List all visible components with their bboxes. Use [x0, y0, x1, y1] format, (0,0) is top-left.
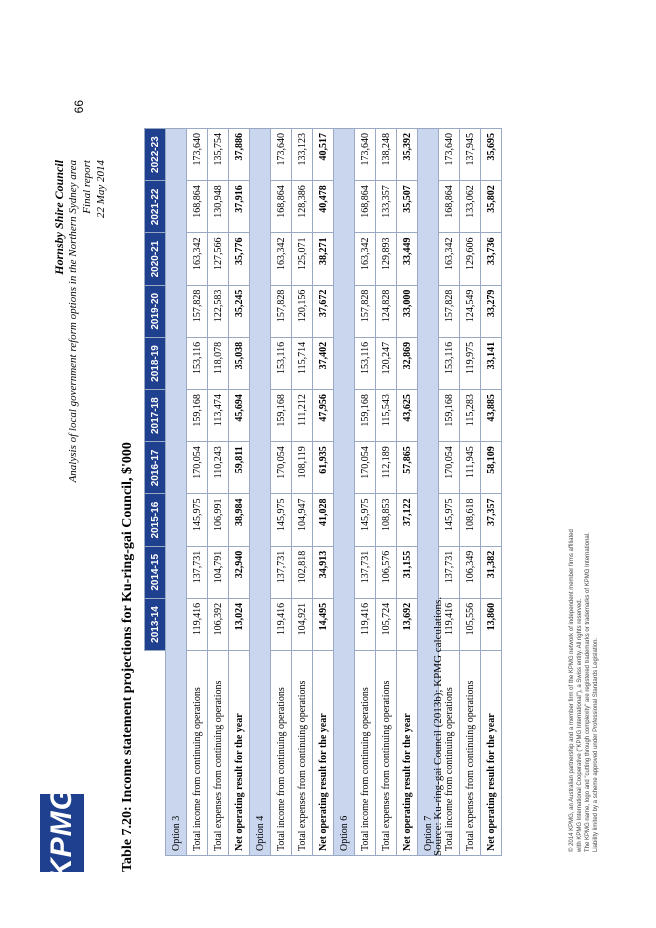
value-cell: 33,141 [481, 337, 502, 389]
value-cell: 106,991 [208, 494, 229, 546]
value-cell: 163,342 [355, 233, 376, 285]
value-cell: 37,402 [313, 337, 334, 389]
option-group-row [250, 129, 271, 856]
option-group-label: Option 7 [418, 129, 439, 856]
value-cell: 159,168 [187, 390, 208, 442]
row-label: Total income from continuing operations [271, 651, 292, 856]
table-row [355, 129, 376, 856]
value-cell: 145,975 [187, 494, 208, 546]
value-cell: 33,736 [481, 233, 502, 285]
income-statement-table [144, 128, 502, 856]
option-group-label: Option 6 [334, 129, 355, 856]
row-label: Total income from continuing operations [439, 651, 460, 856]
row-label: Total income from continuing operations [355, 651, 376, 856]
value-cell: 43,625 [397, 390, 418, 442]
value-cell: 168,864 [271, 181, 292, 233]
value-cell: 47,956 [313, 390, 334, 442]
value-cell: 37,672 [313, 285, 334, 337]
value-cell: 57,865 [397, 442, 418, 494]
table-row [376, 129, 397, 856]
value-cell: 38,984 [229, 494, 250, 546]
value-cell: 119,416 [271, 598, 292, 650]
row-label: Net operating result for the year [229, 651, 250, 856]
value-cell: 170,054 [439, 442, 460, 494]
value-cell: 104,921 [292, 598, 313, 650]
column-header: 2015-16 [145, 494, 166, 546]
value-cell: 115,714 [292, 337, 313, 389]
copyright-footer [568, 152, 600, 852]
row-label: Total expenses from continuing operations [208, 651, 229, 856]
value-cell: 111,212 [292, 390, 313, 442]
value-cell: 40,478 [313, 181, 334, 233]
value-cell: 61,935 [313, 442, 334, 494]
value-cell: 38,271 [313, 233, 334, 285]
header-date: 22 May 2014 [95, 160, 107, 219]
table-row [271, 129, 292, 856]
value-cell: 153,116 [187, 337, 208, 389]
column-header: 2019-20 [145, 285, 166, 337]
option-group-row [334, 129, 355, 856]
value-cell: 168,864 [187, 181, 208, 233]
table-row [292, 129, 313, 856]
value-cell: 173,640 [187, 129, 208, 181]
value-cell: 59,811 [229, 442, 250, 494]
option-group-label: Option 4 [250, 129, 271, 856]
value-cell: 127,566 [208, 233, 229, 285]
footer-line: with KPMG International Cooperative ("KPMG International"), a Swiss entity. All rights reserved. [577, 598, 583, 852]
table-row [187, 129, 208, 856]
value-cell: 157,828 [271, 285, 292, 337]
value-cell: 129,606 [460, 233, 481, 285]
value-cell: 173,640 [355, 129, 376, 181]
value-cell: 113,474 [208, 390, 229, 442]
value-cell: 135,754 [208, 129, 229, 181]
table-body [166, 129, 502, 856]
value-cell: 35,802 [481, 181, 502, 233]
value-cell: 120,156 [292, 285, 313, 337]
value-cell: 105,556 [460, 598, 481, 650]
value-cell: 33,449 [397, 233, 418, 285]
report-header [52, 160, 108, 482]
header-report: Final report [81, 160, 93, 214]
value-cell: 35,038 [229, 337, 250, 389]
value-cell: 106,576 [376, 546, 397, 598]
table-row [208, 129, 229, 856]
table-row [397, 129, 418, 856]
value-cell: 124,549 [460, 285, 481, 337]
row-label: Net operating result for the year [481, 651, 502, 856]
value-cell: 163,342 [439, 233, 460, 285]
value-cell: 118,078 [208, 337, 229, 389]
value-cell: 108,618 [460, 494, 481, 546]
column-header: 2020-21 [145, 233, 166, 285]
value-cell: 111,945 [460, 442, 481, 494]
footer-line: Liability limited by a scheme approved under Professional Standards Legislation. [593, 637, 599, 852]
value-cell: 108,853 [376, 494, 397, 546]
source-note: Source: Ku-ring-gai Council (2013b); KPMG calculations. [432, 596, 444, 856]
value-cell: 33,279 [481, 285, 502, 337]
value-cell: 153,116 [271, 337, 292, 389]
header-blank-cell [145, 651, 166, 856]
value-cell: 159,168 [439, 390, 460, 442]
value-cell: 130,948 [208, 181, 229, 233]
value-cell: 124,828 [376, 285, 397, 337]
value-cell: 105,724 [376, 598, 397, 650]
value-cell: 159,168 [355, 390, 376, 442]
header-org: Hornsby Shire Council [52, 160, 66, 275]
value-cell: 137,731 [271, 546, 292, 598]
value-cell: 115,283 [460, 390, 481, 442]
value-cell: 35,245 [229, 285, 250, 337]
row-label: Total income from continuing operations [187, 651, 208, 856]
option-group-label: Option 3 [166, 129, 187, 856]
value-cell: 119,416 [355, 598, 376, 650]
value-cell: 33,000 [397, 285, 418, 337]
value-cell: 104,947 [292, 494, 313, 546]
value-cell: 37,122 [397, 494, 418, 546]
value-cell: 119,975 [460, 337, 481, 389]
value-cell: 159,168 [271, 390, 292, 442]
value-cell: 163,342 [271, 233, 292, 285]
logo-text: KPMG [45, 786, 78, 880]
value-cell: 35,507 [397, 181, 418, 233]
value-cell: 13,860 [481, 598, 502, 650]
value-cell: 40,517 [313, 129, 334, 181]
column-header: 2018-19 [145, 337, 166, 389]
value-cell: 137,731 [187, 546, 208, 598]
column-header: 2017-18 [145, 390, 166, 442]
column-header: 2016-17 [145, 442, 166, 494]
value-cell: 119,416 [187, 598, 208, 650]
value-cell: 153,116 [439, 337, 460, 389]
table-header-row [145, 129, 166, 856]
value-cell: 137,731 [355, 546, 376, 598]
footer-line: © 2014 KPMG, an Australian partnership and a member firm of the KPMG network of independent member firms affiliated [569, 529, 575, 852]
footer-line: The KPMG name, logo and "cutting through complexity" are registered trademarks or trademarks of KPMG International. [585, 532, 591, 852]
value-cell: 119,416 [439, 598, 460, 650]
value-cell: 45,694 [229, 390, 250, 442]
column-header: 2022-23 [145, 129, 166, 181]
value-cell: 168,864 [355, 181, 376, 233]
value-cell: 157,828 [187, 285, 208, 337]
row-label: Total expenses from continuing operations [292, 651, 313, 856]
value-cell: 138,248 [376, 129, 397, 181]
page-number: 66 [72, 100, 86, 114]
value-cell: 157,828 [355, 285, 376, 337]
row-label: Net operating result for the year [313, 651, 334, 856]
value-cell: 37,916 [229, 181, 250, 233]
value-cell: 41,028 [313, 494, 334, 546]
value-cell: 133,357 [376, 181, 397, 233]
value-cell: 145,975 [355, 494, 376, 546]
value-cell: 106,392 [208, 598, 229, 650]
value-cell: 173,640 [271, 129, 292, 181]
column-header: 2014-15 [145, 546, 166, 598]
value-cell: 133,123 [292, 129, 313, 181]
kpmg-logo [40, 786, 84, 880]
row-label: Total expenses from continuing operations [460, 651, 481, 856]
value-cell: 170,054 [271, 442, 292, 494]
value-cell: 13,024 [229, 598, 250, 650]
value-cell: 43,885 [481, 390, 502, 442]
value-cell: 145,975 [439, 494, 460, 546]
value-cell: 120,247 [376, 337, 397, 389]
value-cell: 32,940 [229, 546, 250, 598]
value-cell: 133,062 [460, 181, 481, 233]
value-cell: 104,791 [208, 546, 229, 598]
value-cell: 102,818 [292, 546, 313, 598]
option-group-row [166, 129, 187, 856]
value-cell: 35,776 [229, 233, 250, 285]
value-cell: 170,054 [355, 442, 376, 494]
table-row [460, 129, 481, 856]
value-cell: 58,109 [481, 442, 502, 494]
value-cell: 31,155 [397, 546, 418, 598]
value-cell: 153,116 [355, 337, 376, 389]
value-cell: 112,189 [376, 442, 397, 494]
value-cell: 129,893 [376, 233, 397, 285]
header-subtitle: Analysis of local government reform options in the Northern Sydney area [67, 160, 79, 483]
value-cell: 157,828 [439, 285, 460, 337]
value-cell: 13,692 [397, 598, 418, 650]
value-cell: 128,386 [292, 181, 313, 233]
value-cell: 125,071 [292, 233, 313, 285]
value-cell: 106,349 [460, 546, 481, 598]
value-cell: 34,913 [313, 546, 334, 598]
value-cell: 145,975 [271, 494, 292, 546]
value-cell: 137,945 [460, 129, 481, 181]
value-cell: 170,054 [187, 442, 208, 494]
value-cell: 163,342 [187, 233, 208, 285]
table-row [313, 129, 334, 856]
row-label: Total expenses from continuing operations [376, 651, 397, 856]
value-cell: 35,695 [481, 129, 502, 181]
value-cell: 173,640 [439, 129, 460, 181]
column-header: 2013-14 [145, 598, 166, 650]
value-cell: 31,382 [481, 546, 502, 598]
value-cell: 35,392 [397, 129, 418, 181]
table-row [229, 129, 250, 856]
table-row [481, 129, 502, 856]
table-title: Table 7.20: Income statement projections for Ku-ring-gai Council, $'000 [120, 442, 135, 872]
value-cell: 37,886 [229, 129, 250, 181]
value-cell: 32,869 [397, 337, 418, 389]
value-cell: 37,357 [481, 494, 502, 546]
value-cell: 14,495 [313, 598, 334, 650]
row-label: Net operating result for the year [397, 651, 418, 856]
value-cell: 122,583 [208, 285, 229, 337]
value-cell: 110,243 [208, 442, 229, 494]
column-header: 2021-22 [145, 181, 166, 233]
value-cell: 108,119 [292, 442, 313, 494]
value-cell: 137,731 [439, 546, 460, 598]
value-cell: 115,543 [376, 390, 397, 442]
value-cell: 168,864 [439, 181, 460, 233]
